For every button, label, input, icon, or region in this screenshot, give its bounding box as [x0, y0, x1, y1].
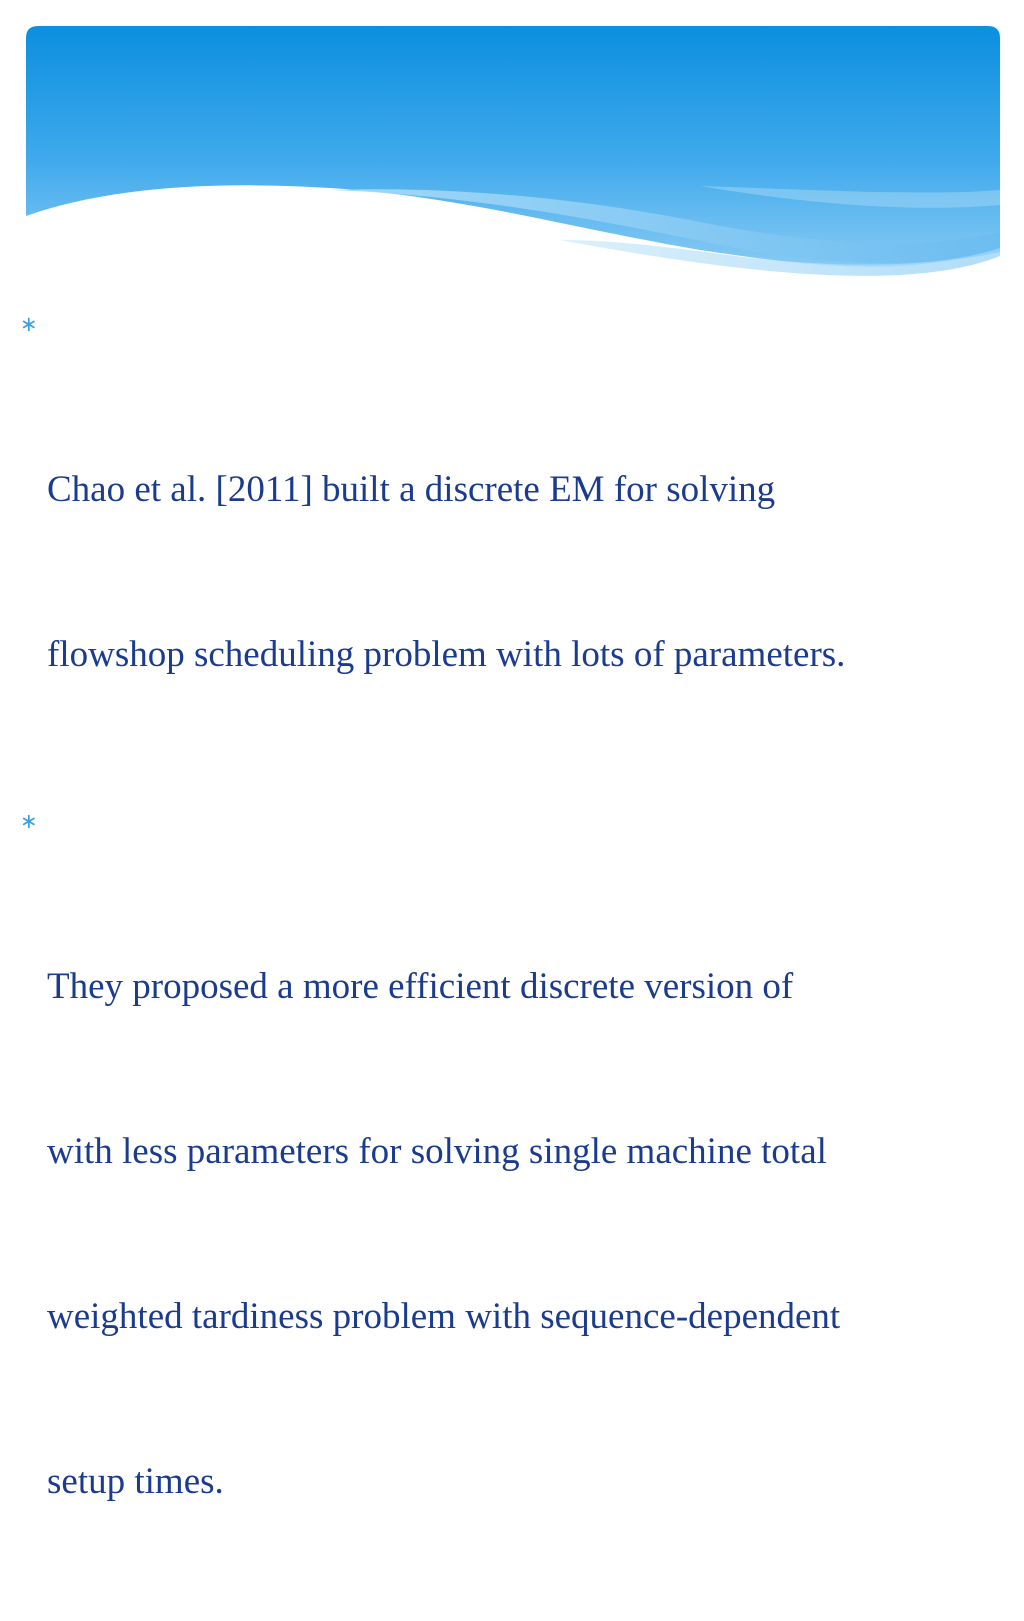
bullet-2-line-3: weighted tardiness problem with sequence-dependent: [47, 1296, 841, 1337]
bullet-item: [20, 794, 1024, 1619]
bullet-2-line-1: They proposed a more efficient discrete version of: [47, 966, 794, 1007]
bullet-2-line-2: with less parameters for solving single machine total: [47, 1131, 827, 1172]
bullet-item: [20, 297, 1024, 792]
bullet-1-line-2: flowshop scheduling problem with lots of parameters.: [47, 634, 846, 675]
asterisk-bullet-icon: ∗: [20, 809, 38, 833]
asterisk-bullet-icon: ∗: [20, 312, 38, 336]
bullet-2-line-4: setup times.: [47, 1461, 224, 1502]
bullet-1-line-1: Chao et al. [2011] built a discrete EM for solving: [47, 469, 776, 510]
header-wave-decoration: [0, 0, 1024, 300]
bullet-list: [20, 297, 1024, 1621]
